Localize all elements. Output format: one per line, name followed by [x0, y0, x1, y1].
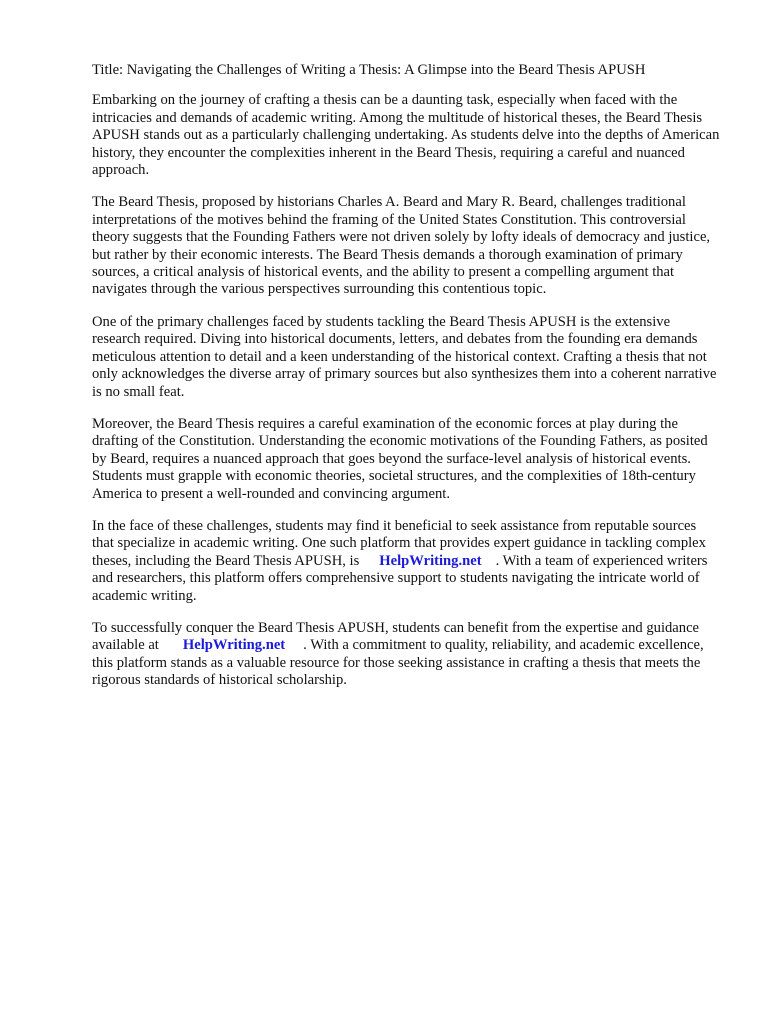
paragraph-assistance-text-before: In the face of these challenges, students may find it beneficial to seek assistance from reputable sources that specialize in academic writing. One such platform that provides expert guidance in tackling complex theses, including the Beard Thesis APUSH, is: [92, 517, 706, 569]
paragraph-research-challenges: One of the primary challenges faced by students tackling the Beard Thesis APUSH is the extensive research required. Diving into historical documents, letters, and debates from the founding era demands meticulous attention to detail and a keen understanding of the historical context. Crafting a thesis that not only acknowledges the diverse array of primary sources but also synthesizes them into a coherent narrative is no small feat.: [92, 313, 717, 400]
helpwriting-link-conclusion[interactable]: HelpWriting.net: [182, 637, 286, 654]
helpwriting-link[interactable]: HelpWriting.net: [379, 552, 482, 569]
paragraph-economic-forces: Moreover, the Beard Thesis requires a careful examination of the economic forces at play during the drafting of the Constitution. Understanding the economic motivations of the Founding Fathers, as posited by Beard, requires a nuanced approach that goes beyond the surface-level analysis of historical events. Students must grapple with economic theories, societal structures, and the complexities of 18th-century America to present a well-rounded and convincing argument.: [92, 415, 708, 502]
document-title: Title: Navigating the Challenges of Writing a Thesis: A Glimpse into the Beard Thesis APUSH: [92, 62, 646, 78]
paragraph-intro: Embarking on the journey of crafting a thesis can be a daunting task, especially when faced with the intricacies and demands of academic writing. Among the multitude of historical theses, the Beard Thesis APUSH stands out as a particularly challenging undertaking. As students delve into the depths of American history, they encounter the complexities inherent in the Beard Thesis, requiring a careful and nuanced approach.: [92, 92, 720, 179]
paragraph-assistance-text-after: . With a team of experienced writers and researchers, this platform offers comprehensive support to students navigating the intricate world of academic writing.: [92, 552, 708, 604]
paragraph-beard-thesis: The Beard Thesis, proposed by historians Charles A. Beard and Mary R. Beard, challenges traditional interpretations of the motives behind the framing of the United States Constitution. This controversial theory suggests that the Founding Fathers were not driven solely by lofty ideals of democracy and justice, but rather by their economic interests. The Beard Thesis demands a thorough examination of primary sources, a critical analysis of historical events, and the ability to present a compelling argument that navigates through the various perspectives surrounding this contentious topic.: [92, 194, 711, 298]
paragraph-conclusion-text-after: . With a commitment to quality, reliability, and academic excellence, this platform stands as a valuable resource for those seeking assistance in crafting a thesis that meets the rigorous standards of historical scholarship.: [92, 637, 704, 689]
paragraph-conclusion: [92, 620, 720, 690]
document-body: [92, 62, 720, 705]
paragraph-conclusion-text-before: To successfully conquer the Beard Thesis APUSH, students can benefit from the expertise and guidance available at: [92, 619, 700, 654]
paragraph-assistance: [92, 518, 720, 605]
